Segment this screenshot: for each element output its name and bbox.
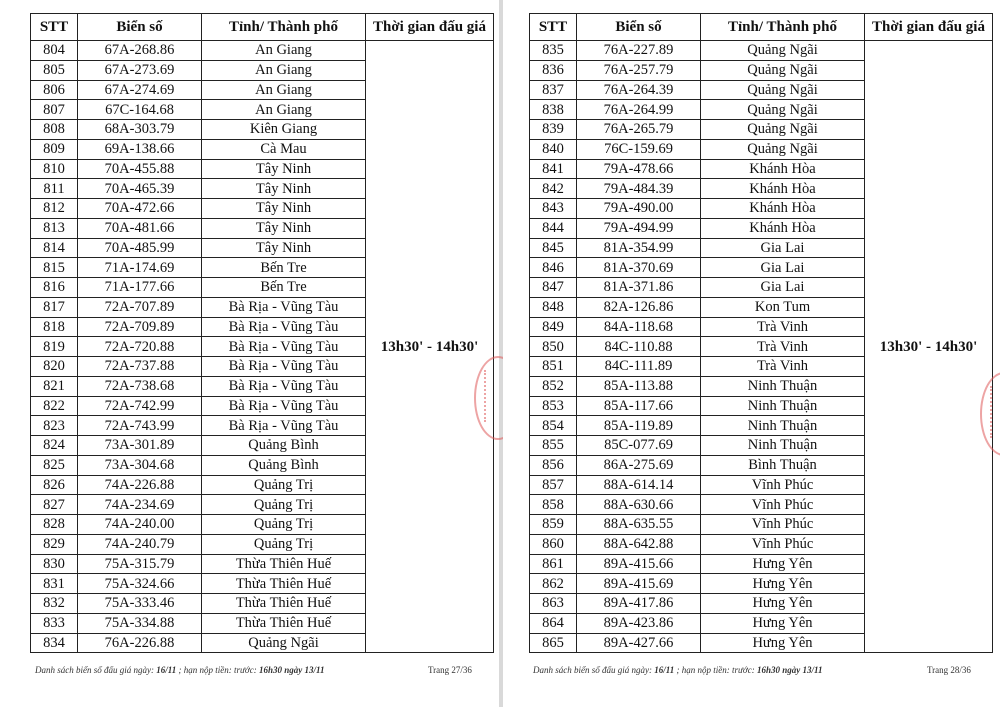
row-stt: 832 <box>31 594 78 614</box>
row-province: Quảng Ngãi <box>202 633 366 653</box>
row-plate: 88A-642.88 <box>577 534 701 554</box>
row-province: Tây Ninh <box>202 199 366 219</box>
row-plate: 76A-227.89 <box>577 41 701 61</box>
row-province: Trà Vinh <box>701 337 865 357</box>
row-plate: 88A-630.66 <box>577 495 701 515</box>
row-stt: 844 <box>530 218 577 238</box>
row-plate: 76A-264.39 <box>577 80 701 100</box>
row-stt: 820 <box>31 357 78 377</box>
row-plate: 85A-117.66 <box>577 396 701 416</box>
row-plate: 67A-268.86 <box>78 41 202 61</box>
row-plate: 81A-370.69 <box>577 258 701 278</box>
row-stt: 859 <box>530 515 577 535</box>
row-province: Ninh Thuận <box>701 416 865 436</box>
row-stt: 822 <box>31 396 78 416</box>
row-plate: 81A-371.86 <box>577 278 701 298</box>
row-stt: 824 <box>31 436 78 456</box>
header-stt: STT <box>31 14 78 41</box>
header-province: Tỉnh/ Thành phố <box>202 14 366 41</box>
row-province: Thừa Thiên Huế <box>202 613 366 633</box>
row-province: An Giang <box>202 41 366 61</box>
plates-table-body-right <box>530 41 993 653</box>
header-row <box>31 14 494 41</box>
row-province: An Giang <box>202 80 366 100</box>
row-province: Thừa Thiên Huế <box>202 554 366 574</box>
row-stt: 804 <box>31 41 78 61</box>
row-stt: 839 <box>530 120 577 140</box>
row-stt: 846 <box>530 258 577 278</box>
row-province: Trà Vinh <box>701 317 865 337</box>
row-plate: 76A-265.79 <box>577 120 701 140</box>
row-plate: 74A-234.69 <box>78 495 202 515</box>
row-province: Quảng Trị <box>202 534 366 554</box>
row-plate: 88A-635.55 <box>577 515 701 535</box>
row-plate: 68A-303.79 <box>78 120 202 140</box>
row-province: Ninh Thuận <box>701 396 865 416</box>
row-plate: 89A-415.69 <box>577 574 701 594</box>
row-province: Vĩnh Phúc <box>701 475 865 495</box>
row-province: Vĩnh Phúc <box>701 515 865 535</box>
row-plate: 71A-177.66 <box>78 278 202 298</box>
row-plate: 72A-709.89 <box>78 317 202 337</box>
row-plate: 73A-301.89 <box>78 436 202 456</box>
row-stt: 837 <box>530 80 577 100</box>
row-stt: 856 <box>530 455 577 475</box>
row-stt: 851 <box>530 357 577 377</box>
row-province: Bình Thuận <box>701 455 865 475</box>
row-province: Bà Rịa - Vũng Tàu <box>202 317 366 337</box>
row-stt: 845 <box>530 238 577 258</box>
row-province: Gia Lai <box>701 278 865 298</box>
row-province: Bà Rịa - Vũng Tàu <box>202 357 366 377</box>
row-plate: 72A-742.99 <box>78 396 202 416</box>
row-plate: 70A-485.99 <box>78 238 202 258</box>
row-stt: 855 <box>530 436 577 456</box>
row-stt: 813 <box>31 218 78 238</box>
row-plate: 69A-138.66 <box>78 139 202 159</box>
row-plate: 75A-315.79 <box>78 554 202 574</box>
row-province: Bà Rịa - Vũng Tàu <box>202 297 366 317</box>
row-province: Quảng Ngãi <box>701 120 865 140</box>
row-province: Thừa Thiên Huế <box>202 574 366 594</box>
right-page <box>503 0 1000 707</box>
row-province: Khánh Hòa <box>701 199 865 219</box>
page-number: Trang 27/36 <box>428 665 472 675</box>
row-stt: 815 <box>31 258 78 278</box>
row-stt: 807 <box>31 100 78 120</box>
row-stt: 863 <box>530 594 577 614</box>
plates-table-body-left <box>31 41 494 653</box>
row-plate: 74A-226.88 <box>78 475 202 495</box>
row-plate: 72A-720.88 <box>78 337 202 357</box>
row-stt: 808 <box>31 120 78 140</box>
row-province: Bà Rịa - Vũng Tàu <box>202 337 366 357</box>
row-stt: 864 <box>530 613 577 633</box>
row-province: Hưng Yên <box>701 594 865 614</box>
row-province: Kiên Giang <box>202 120 366 140</box>
row-stt: 865 <box>530 633 577 653</box>
row-province: Tây Ninh <box>202 179 366 199</box>
row-plate: 76A-257.79 <box>577 60 701 80</box>
footer-prefix: Danh sách biển số đấu giá ngày: <box>35 665 154 675</box>
row-stt: 814 <box>31 238 78 258</box>
footer-auction-date: 16/11 <box>654 665 675 675</box>
row-plate: 86A-275.69 <box>577 455 701 475</box>
left-page <box>0 0 499 707</box>
row-province: Vĩnh Phúc <box>701 534 865 554</box>
row-plate: 74A-240.00 <box>78 515 202 535</box>
row-plate: 67A-273.69 <box>78 60 202 80</box>
plates-table-right <box>529 13 993 653</box>
row-stt: 843 <box>530 199 577 219</box>
row-stt: 840 <box>530 139 577 159</box>
row-stt: 831 <box>31 574 78 594</box>
footer-deadline: 16h30 ngày 13/11 <box>756 665 823 675</box>
row-stt: 842 <box>530 179 577 199</box>
row-plate: 76A-264.99 <box>577 100 701 120</box>
footer-middle: ; hạn nộp tiền: trước: <box>178 665 257 675</box>
row-stt: 819 <box>31 337 78 357</box>
row-province: Khánh Hòa <box>701 179 865 199</box>
row-plate: 75A-333.46 <box>78 594 202 614</box>
row-plate: 84C-110.88 <box>577 337 701 357</box>
auction-time-cell: 13h30' - 14h30' <box>366 41 494 653</box>
row-plate: 75A-324.66 <box>78 574 202 594</box>
row-stt: 848 <box>530 297 577 317</box>
row-province: Gia Lai <box>701 238 865 258</box>
row-province: Hưng Yên <box>701 554 865 574</box>
row-stt: 829 <box>31 534 78 554</box>
row-province: Quảng Ngãi <box>701 139 865 159</box>
row-stt: 857 <box>530 475 577 495</box>
row-stt: 827 <box>31 495 78 515</box>
row-province: An Giang <box>202 60 366 80</box>
row-plate: 84A-118.68 <box>577 317 701 337</box>
plates-table-left <box>30 13 494 653</box>
row-province: Bến Tre <box>202 278 366 298</box>
row-stt: 821 <box>31 376 78 396</box>
page-number: Trang 28/36 <box>927 665 971 675</box>
row-stt: 861 <box>530 554 577 574</box>
row-province: Quảng Ngãi <box>701 100 865 120</box>
row-province: Khánh Hòa <box>701 159 865 179</box>
row-stt: 811 <box>31 179 78 199</box>
row-province: Tây Ninh <box>202 159 366 179</box>
row-stt: 817 <box>31 297 78 317</box>
row-stt: 853 <box>530 396 577 416</box>
row-province: Hưng Yên <box>701 574 865 594</box>
row-province: Ninh Thuận <box>701 436 865 456</box>
row-province: Cà Mau <box>202 139 366 159</box>
row-plate: 85C-077.69 <box>577 436 701 456</box>
row-plate: 72A-743.99 <box>78 416 202 436</box>
row-plate: 88A-614.14 <box>577 475 701 495</box>
row-stt: 847 <box>530 278 577 298</box>
row-province: Thừa Thiên Huế <box>202 594 366 614</box>
row-stt: 852 <box>530 376 577 396</box>
row-stt: 850 <box>530 337 577 357</box>
row-stt: 860 <box>530 534 577 554</box>
row-province: Bà Rịa - Vũng Tàu <box>202 416 366 436</box>
row-province: Bến Tre <box>202 258 366 278</box>
header-plate: Biển số <box>577 14 701 41</box>
row-plate: 67C-164.68 <box>78 100 202 120</box>
row-province: Tây Ninh <box>202 238 366 258</box>
row-stt: 828 <box>31 515 78 535</box>
row-province: An Giang <box>202 100 366 120</box>
row-stt: 841 <box>530 159 577 179</box>
row-stt: 805 <box>31 60 78 80</box>
table-row <box>31 41 494 61</box>
row-stt: 810 <box>31 159 78 179</box>
row-plate: 74A-240.79 <box>78 534 202 554</box>
row-province: Quảng Trị <box>202 515 366 535</box>
row-plate: 73A-304.68 <box>78 455 202 475</box>
row-stt: 838 <box>530 100 577 120</box>
row-province: Quảng Ngãi <box>701 60 865 80</box>
row-stt: 836 <box>530 60 577 80</box>
row-stt: 834 <box>31 633 78 653</box>
row-plate: 84C-111.89 <box>577 357 701 377</box>
row-province: Quảng Trị <box>202 495 366 515</box>
footer-deadline: 16h30 ngày 13/11 <box>258 665 325 675</box>
row-province: Quảng Bình <box>202 455 366 475</box>
footer-prefix: Danh sách biển số đấu giá ngày: <box>533 665 652 675</box>
row-province: Bà Rịa - Vũng Tàu <box>202 376 366 396</box>
header-province: Tỉnh/ Thành phố <box>701 14 865 41</box>
row-plate: 71A-174.69 <box>78 258 202 278</box>
row-province: Khánh Hòa <box>701 218 865 238</box>
row-stt: 806 <box>31 80 78 100</box>
row-stt: 826 <box>31 475 78 495</box>
row-plate: 82A-126.86 <box>577 297 701 317</box>
row-plate: 70A-465.39 <box>78 179 202 199</box>
auction-time-cell: 13h30' - 14h30' <box>865 41 993 653</box>
row-stt: 849 <box>530 317 577 337</box>
row-stt: 809 <box>31 139 78 159</box>
row-stt: 862 <box>530 574 577 594</box>
row-stt: 823 <box>31 416 78 436</box>
row-plate: 70A-481.66 <box>78 218 202 238</box>
row-plate: 75A-334.88 <box>78 613 202 633</box>
row-plate: 70A-455.88 <box>78 159 202 179</box>
row-stt: 816 <box>31 278 78 298</box>
row-province: Kon Tum <box>701 297 865 317</box>
header-stt: STT <box>530 14 577 41</box>
row-plate: 72A-707.89 <box>78 297 202 317</box>
row-plate: 76C-159.69 <box>577 139 701 159</box>
row-plate: 89A-415.66 <box>577 554 701 574</box>
footer-middle: ; hạn nộp tiền: trước: <box>676 665 755 675</box>
row-plate: 79A-484.39 <box>577 179 701 199</box>
table-row <box>530 41 993 61</box>
row-province: Hưng Yên <box>701 613 865 633</box>
row-stt: 830 <box>31 554 78 574</box>
row-stt: 854 <box>530 416 577 436</box>
row-plate: 85A-119.89 <box>577 416 701 436</box>
row-stt: 818 <box>31 317 78 337</box>
row-plate: 72A-738.68 <box>78 376 202 396</box>
row-plate: 72A-737.88 <box>78 357 202 377</box>
row-stt: 812 <box>31 199 78 219</box>
row-plate: 81A-354.99 <box>577 238 701 258</box>
row-plate: 79A-490.00 <box>577 199 701 219</box>
row-province: Tây Ninh <box>202 218 366 238</box>
row-province: Quảng Ngãi <box>701 80 865 100</box>
row-province: Quảng Trị <box>202 475 366 495</box>
row-province: Hưng Yên <box>701 633 865 653</box>
row-province: Bà Rịa - Vũng Tàu <box>202 396 366 416</box>
page-footer <box>533 665 822 675</box>
row-province: Quảng Bình <box>202 436 366 456</box>
row-province: Quảng Ngãi <box>701 41 865 61</box>
row-stt: 833 <box>31 613 78 633</box>
row-plate: 79A-478.66 <box>577 159 701 179</box>
row-plate: 89A-423.86 <box>577 613 701 633</box>
row-plate: 70A-472.66 <box>78 199 202 219</box>
row-stt: 858 <box>530 495 577 515</box>
header-plate: Biển số <box>78 14 202 41</box>
row-province: Ninh Thuận <box>701 376 865 396</box>
row-plate: 89A-427.66 <box>577 633 701 653</box>
row-province: Vĩnh Phúc <box>701 495 865 515</box>
row-stt: 825 <box>31 455 78 475</box>
footer-auction-date: 16/11 <box>156 665 177 675</box>
header-row <box>530 14 993 41</box>
row-stt: 835 <box>530 41 577 61</box>
row-plate: 89A-417.86 <box>577 594 701 614</box>
header-time: Thời gian đấu giá <box>865 14 993 41</box>
row-province: Trà Vinh <box>701 357 865 377</box>
row-plate: 67A-274.69 <box>78 80 202 100</box>
row-plate: 79A-494.99 <box>577 218 701 238</box>
page-footer <box>35 665 324 675</box>
header-time: Thời gian đấu giá <box>366 14 494 41</box>
row-province: Gia Lai <box>701 258 865 278</box>
row-plate: 76A-226.88 <box>78 633 202 653</box>
row-plate: 85A-113.88 <box>577 376 701 396</box>
